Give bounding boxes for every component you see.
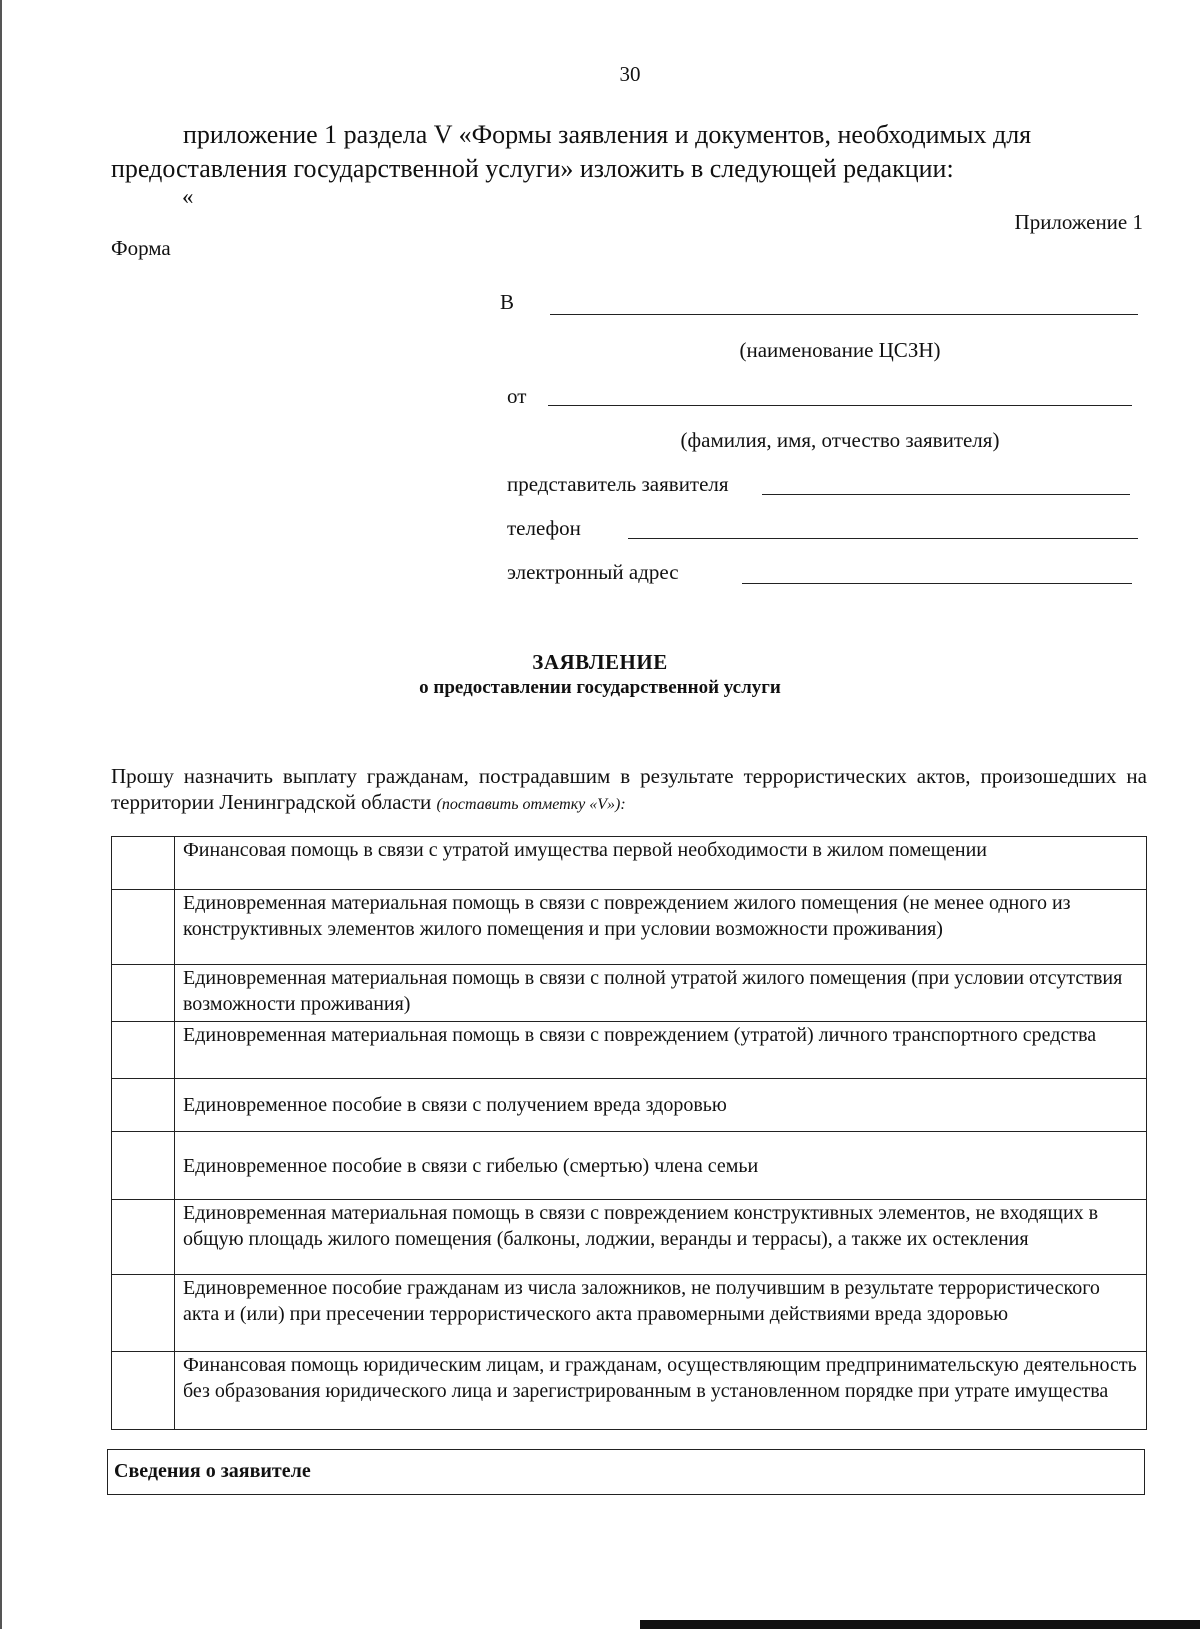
table-row (112, 1079, 1147, 1132)
option-text: Единовременная материальная помощь в связи с полной утратой жилого помещения (при условии отсутствия возможности проживания) (175, 965, 1147, 1022)
table-row (112, 965, 1147, 1022)
phone-field-line[interactable] (628, 538, 1138, 539)
to-label: В (500, 290, 515, 314)
option-text: Финансовая помощь юридическим лицам, и гражданам, осуществляющим предпринимательскую деятельность без образования юридического лица и зарегистрированным в установленном порядке при утрате имущества (175, 1352, 1147, 1430)
option-checkbox[interactable] (112, 1132, 175, 1200)
request-paragraph (111, 763, 1147, 818)
payment-options-table (111, 836, 1147, 1430)
to-hint: (наименование ЦСЗН) (739, 338, 941, 362)
scan-edge-bottom (640, 1620, 1200, 1629)
option-text: Единовременное пособие в связи с получением вреда здоровью (175, 1079, 1147, 1132)
from-label: от (507, 384, 527, 408)
option-checkbox[interactable] (112, 965, 175, 1022)
option-checkbox[interactable] (112, 1079, 175, 1132)
table-row (112, 1352, 1147, 1430)
email-label: электронный адрес (507, 560, 679, 584)
option-checkbox[interactable] (112, 890, 175, 965)
option-text: Финансовая помощь в связи с утратой имущества первой необходимости в жилом помещении (175, 837, 1147, 890)
option-checkbox[interactable] (112, 837, 175, 890)
table-row (112, 837, 1147, 890)
table-row (112, 1275, 1147, 1352)
option-text: Единовременная материальная помощь в связи с повреждением (утратой) личного транспортного средства (175, 1022, 1147, 1079)
option-checkbox[interactable] (112, 1022, 175, 1079)
option-text: Единовременная материальная помощь в связи с повреждением конструктивных элементов, не входящих в общую площадь жилого помещения (балконы, лоджии, веранды и террасы), а также их остекления (175, 1200, 1147, 1275)
from-hint: (фамилия, имя, отчество заявителя) (680, 428, 1000, 452)
option-checkbox[interactable] (112, 1352, 175, 1430)
page-number: 30 (619, 62, 641, 86)
request-note: (поставить отметку «V»): (436, 796, 626, 813)
option-text: Единовременное пособие в связи с гибелью (смертью) члена семьи (175, 1132, 1147, 1200)
intro-line-2: предоставления государственной услуги» изложить в следующей редакции: (111, 154, 954, 183)
option-text: Единовременная материальная помощь в связи с повреждением жилого помещения (не менее одного из конструктивных элементов жилого помещения и при условии возможности проживания) (175, 890, 1147, 965)
document-title: ЗАЯВЛЕНИЕ (532, 650, 668, 674)
applicant-section-header: Сведения о заявителе (107, 1449, 1145, 1495)
table-row (112, 890, 1147, 965)
table-row (112, 1132, 1147, 1200)
option-checkbox[interactable] (112, 1275, 175, 1352)
intro-line-1: приложение 1 раздела V «Формы заявления и документов, необходимых для (183, 120, 1032, 149)
title-block (0, 650, 1200, 699)
from-field-line[interactable] (548, 405, 1132, 406)
email-field-line[interactable] (742, 583, 1132, 584)
form-label: Форма (111, 236, 171, 260)
opening-quote: « (182, 184, 194, 209)
representative-field-line[interactable] (762, 494, 1130, 495)
appendix-label: Приложение 1 (1014, 210, 1143, 234)
scan-edge-left (0, 0, 2, 1629)
representative-label: представитель заявителя (507, 472, 729, 496)
to-field-line[interactable] (550, 314, 1138, 315)
option-checkbox[interactable] (112, 1200, 175, 1275)
table-row (112, 1022, 1147, 1079)
document-subtitle: о предоставлении государственной услуги (419, 677, 781, 698)
phone-label: телефон (507, 516, 581, 540)
intro-paragraph (111, 118, 1146, 186)
option-text: Единовременное пособие гражданам из числа заложников, не получившим в результате террористического акта и (или) при пресечении террористического акта правомерными действиями вреда здоровью (175, 1275, 1147, 1352)
request-text: Прошу назначить выплату гражданам, пострадавшим в результате террористических актов, произошедших на территории Ленинградской области (111, 764, 1147, 814)
table-row (112, 1200, 1147, 1275)
